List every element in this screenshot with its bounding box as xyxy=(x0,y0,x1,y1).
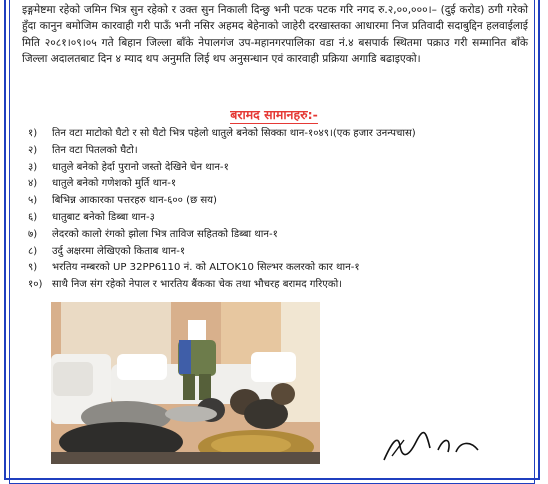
recovered-items-title-text: बरामद सामानहरु:- xyxy=(230,107,318,122)
list-item xyxy=(28,176,528,193)
evidence-photo-illustration xyxy=(51,302,320,464)
item-number: ७) xyxy=(28,228,38,240)
evidence-photo xyxy=(51,302,320,464)
recovered-items-title xyxy=(0,106,548,123)
item-number: ५) xyxy=(28,195,38,207)
list-item xyxy=(28,143,528,160)
list-item xyxy=(28,277,528,294)
item-text: तिन वटा पितलको घैटो। xyxy=(52,144,138,156)
item-number: ४) xyxy=(28,178,38,190)
item-text: तिन वटा माटोको घैटो र सो घैटो भित्र पहेलो धातुले बनेको सिक्का थान-१०४९।(एक हजार उनन्पचास) xyxy=(52,128,416,139)
item-number: ८) xyxy=(28,245,38,257)
item-text: धातुले बनेको हेर्दा पुरानो जस्तो देखिने चेन थान-१ xyxy=(52,161,229,173)
item-number: २) xyxy=(28,144,38,156)
item-number: १) xyxy=(28,128,38,139)
item-text: बिभिन्न आकारका पत्तरहरु थान-६०० (छ सय) xyxy=(52,195,217,207)
item-text: लेदरको कालो रंगको झोला भित्र ताविज सहितको डिब्बा थान-१ xyxy=(52,228,278,240)
item-text: साथै निज संग रहेको नेपाल र भारतिय बैंकका चेक तथा भौचरह बरामद गरिएको। xyxy=(52,279,343,291)
item-number: १०) xyxy=(28,279,43,291)
list-item xyxy=(28,160,528,177)
list-item xyxy=(28,227,528,244)
list-item xyxy=(28,210,528,227)
list-item xyxy=(28,260,528,277)
item-text: धातुबाट बनेको डिब्बा थान-३ xyxy=(52,211,155,223)
item-number: ६) xyxy=(28,211,38,223)
case-paragraph: इङ्गमेष्टमा रहेको जमिन भित्र सुन रहेको र उक्त सुन निकाली दिन्छु भनी पटक पटक गरि नगद रु.२,००,०००।– (दुई करोड) ठगी गरेको हुँदा कानुन बमोजिम कारवाही गरी पाऊँ भनी नसिर अहमद बेहेनाको जाहेरी दरखास्तका आधारमा निज प्रतिवादी सदाबुद्दिन हलवाईलाई मिति २०८१।०९।०५ गते बिहान जिल्ला बाँके नेपालगंज उप-महानगरपालिका वडा नं.४ बसपार्क स्थितमा पक्राउ गरी सम्मानित बाँके जिल्ला अदालतबाट दिन ४ म्याद थप अनुमति लिई थप अनुसन्धान एवं कारवाही प्रक्रिया अगाडि बढाइएको। xyxy=(22,4,528,66)
item-text: धातुले बनेको गणेशको मुर्ति थान-१ xyxy=(52,178,177,190)
item-text: उर्दु अक्षरमा लेखिएको किताब थान-१ xyxy=(52,245,186,257)
item-number: ३) xyxy=(28,161,38,173)
signature xyxy=(378,428,488,464)
recovered-items-list xyxy=(28,126,528,294)
list-item xyxy=(28,244,528,261)
list-item xyxy=(28,193,528,210)
item-number: ९) xyxy=(28,262,38,274)
list-item xyxy=(28,126,528,143)
item-text: भरतिय नम्बरको UP 32PP6110 नं. को ALTOK10 सिल्भर कलरको कार थान-१ xyxy=(52,262,360,274)
